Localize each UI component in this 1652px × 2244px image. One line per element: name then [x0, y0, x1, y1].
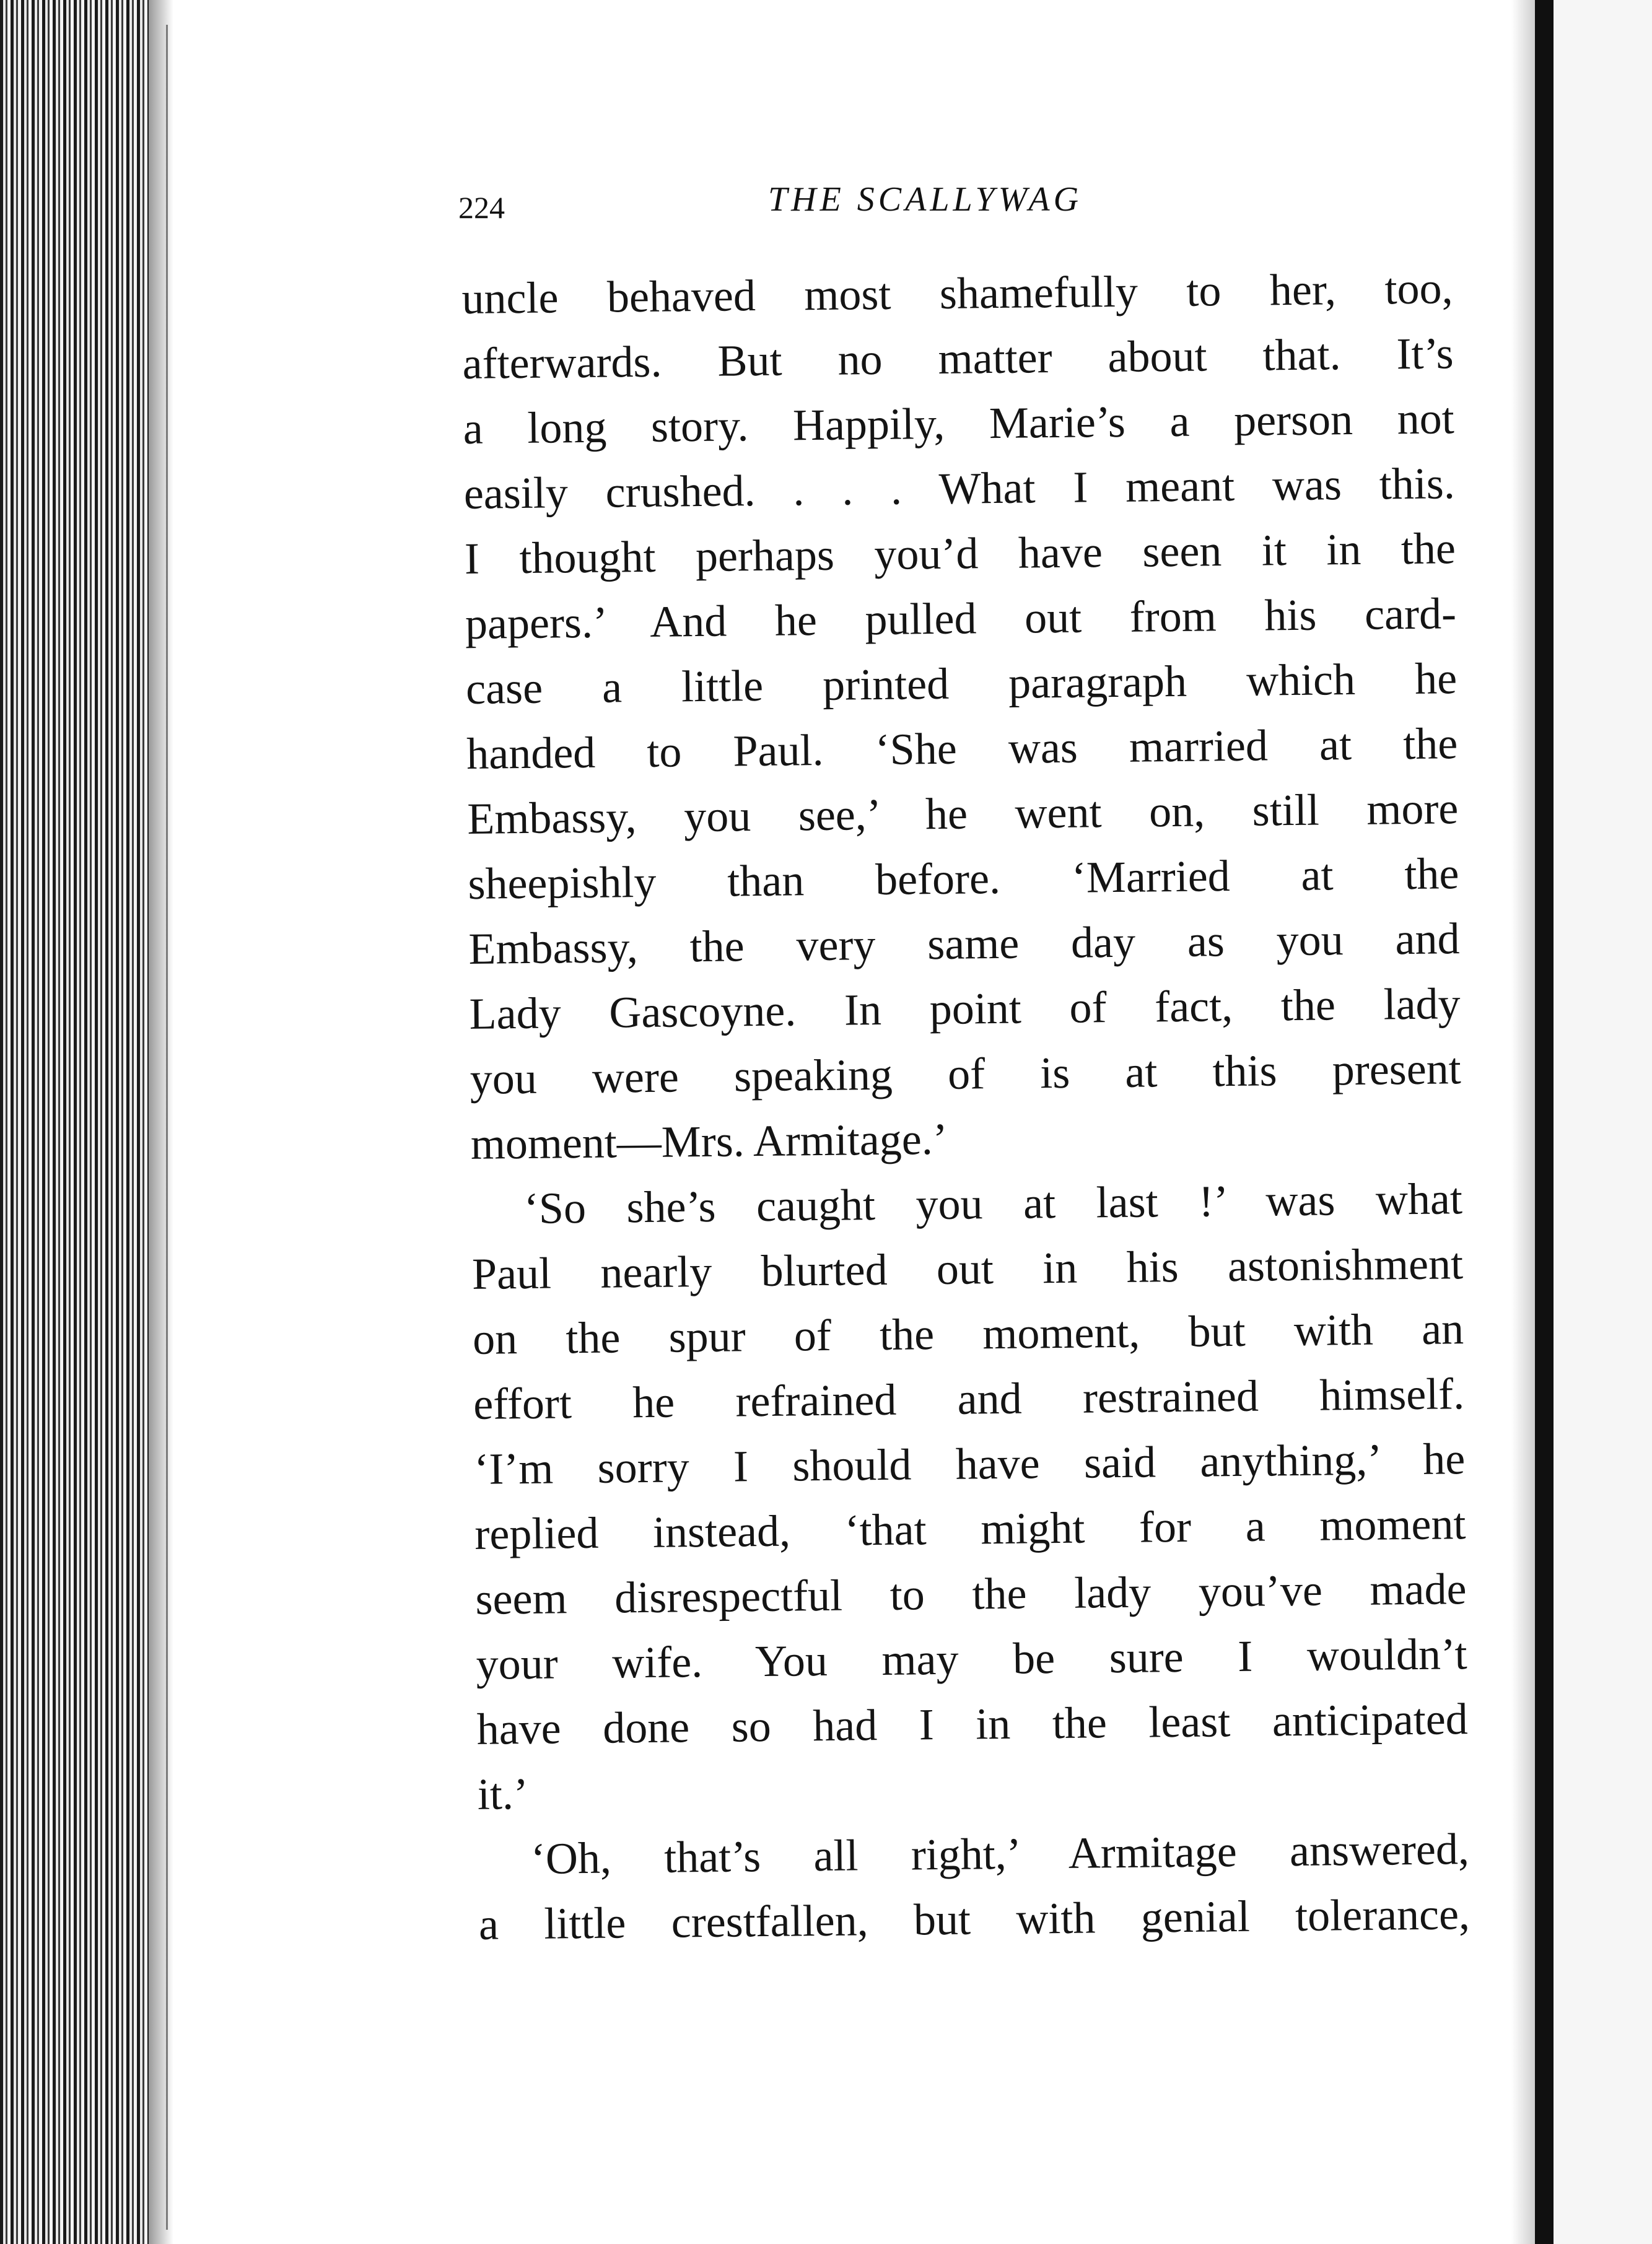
- binding-edge: [1535, 0, 1554, 2244]
- page-header: [458, 180, 1487, 229]
- text-line: effort he refrained and restrained himself.: [473, 1369, 1465, 1429]
- text-line: a little crestfallen, but with genial tolerance,: [478, 1889, 1471, 1949]
- text-line: Embassy, you see,’ he went on, still more: [466, 784, 1459, 844]
- text-line: you were speaking of is at this present: [470, 1044, 1462, 1104]
- right-margin: [1554, 0, 1652, 2244]
- text-line: it.’: [477, 1769, 529, 1819]
- text-line: a long story. Happily, Marie’s a person not: [463, 393, 1455, 453]
- page-edge-shadow: [149, 0, 173, 2244]
- text-line: Lady Gascoyne. In point of fact, the lady: [469, 979, 1461, 1039]
- text-line: replied instead, ‘that might for a moment: [474, 1499, 1466, 1559]
- text-line: case a little printed paragraph which he: [465, 653, 1458, 714]
- text-line: ‘Oh, that’s all right,’ Armitage answered,: [530, 1824, 1470, 1884]
- text-line: uncle behaved most shamefully to her, too,: [461, 263, 1453, 323]
- text-line: moment—Mrs. Armitage.’: [470, 1114, 948, 1169]
- text-line: afterwards. But no matter about that. It’s: [462, 328, 1454, 388]
- text-line: ‘I’m sorry I should have said anything,’ he: [473, 1434, 1466, 1494]
- running-head: THE SCALLYWAG: [768, 180, 1083, 219]
- text-line: I thought perhaps you’d have seen it in the: [464, 523, 1456, 583]
- text-line: Paul nearly blurted out in his astonishment: [471, 1239, 1464, 1299]
- text-line: handed to Paul. ‘She was married at the: [466, 718, 1458, 779]
- binding-shadow: [1511, 0, 1535, 2244]
- text-line: Embassy, the very same day as you and: [468, 914, 1460, 974]
- page-number: 224: [458, 190, 505, 225]
- text-line: easily crushed. . . . What I meant was this.: [463, 458, 1456, 518]
- text-line: sheepishly than before. ‘Married at the: [468, 849, 1459, 909]
- text-line: on the spur of the moment, but with an: [472, 1304, 1464, 1364]
- text-line: have done so had I in the least anticipated: [476, 1694, 1469, 1754]
- gutter-line: [166, 25, 168, 2230]
- text-line: seem disrespectful to the lady you’ve made: [475, 1564, 1467, 1624]
- text-line: ‘So she’s caught you at last !’ was what: [523, 1174, 1463, 1234]
- text-line: your wife. You may be sure I wouldn’t: [476, 1629, 1467, 1689]
- body-text: [461, 256, 1471, 1957]
- page-edges: [0, 0, 149, 2244]
- text-line: papers.’ And he pulled out from his card-: [465, 588, 1457, 648]
